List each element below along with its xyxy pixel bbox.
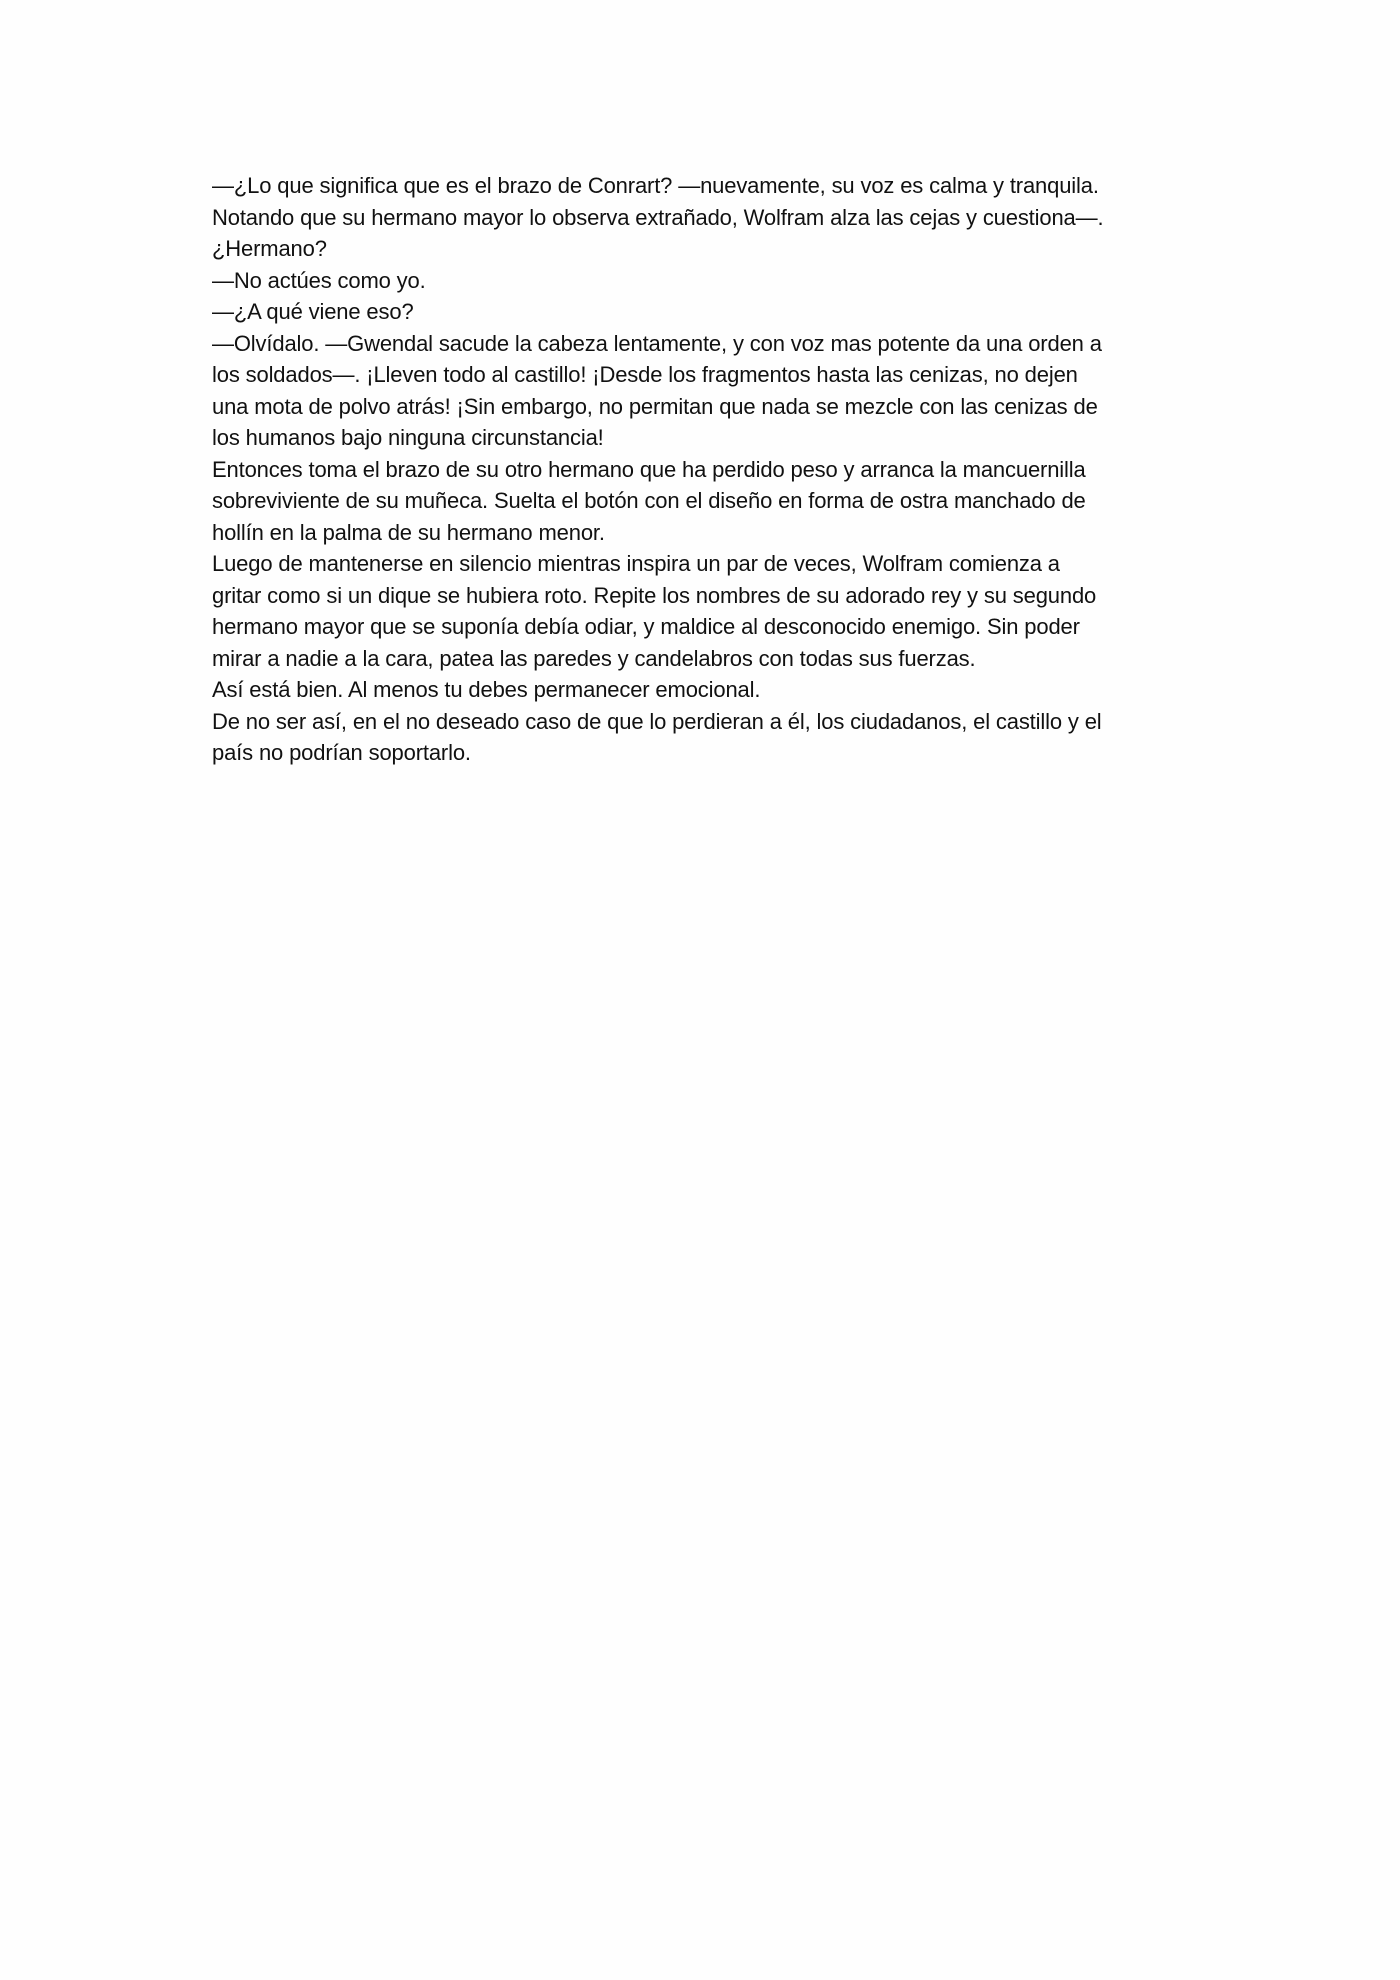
text-line: De no ser así, en el no deseado caso de que lo perdieran a él, los ciudadanos, el castillo y el bbox=[212, 708, 1102, 734]
text-line: Así está bien. Al menos tu debes permanecer emocional. bbox=[212, 677, 761, 702]
text-line: los soldados—. ¡Lleven todo al castillo! ¡Desde los fragmentos hasta las cenizas, no dejen bbox=[212, 362, 1078, 387]
text-line: —¿Lo que significa que es el brazo de Conrart? —nuevamente, su voz es calma y tranquila. bbox=[212, 173, 1099, 198]
text-line: —No actúes como yo. bbox=[212, 267, 426, 293]
text-line: Notando que su hermano mayor lo observa extrañado, Wolfram alza las cejas y cuestiona—. bbox=[212, 204, 1104, 230]
text-line: hollín en la palma de su hermano menor. bbox=[212, 519, 605, 545]
text-line: —¿A qué viene eso? bbox=[212, 299, 414, 324]
text-line: Entonces toma el brazo de su otro hermano que ha perdido peso y arranca la mancuernilla bbox=[212, 456, 1086, 482]
text-line: Luego de mantenerse en silencio mientras inspira un par de veces, Wolfram comienza a bbox=[212, 551, 1060, 576]
text-line: hermano mayor que se suponía debía odiar, y maldice al desconocido enemigo. Sin poder bbox=[212, 614, 1080, 639]
text-line: los humanos bajo ninguna circunstancia! bbox=[212, 425, 604, 450]
text-line: —Olvídalo. —Gwendal sacude la cabeza lentamente, y con voz mas potente da una orden a bbox=[212, 330, 1102, 356]
text-line: una mota de polvo atrás! ¡Sin embargo, no permitan que nada se mezcle con las cenizas de bbox=[212, 393, 1098, 419]
body-text bbox=[212, 170, 1200, 769]
text-line: gritar como si un dique se hubiera roto. Repite los nombres de su adorado rey y su segundo bbox=[212, 582, 1097, 608]
text-line: país no podrían soportarlo. bbox=[212, 740, 471, 765]
text-line: mirar a nadie a la cara, patea las paredes y candelabros con todas sus fuerzas. bbox=[212, 645, 976, 671]
text-line: ¿Hermano? bbox=[212, 236, 327, 261]
text-line: sobreviviente de su muñeca. Suelta el botón con el diseño en forma de ostra manchado de bbox=[212, 488, 1086, 513]
